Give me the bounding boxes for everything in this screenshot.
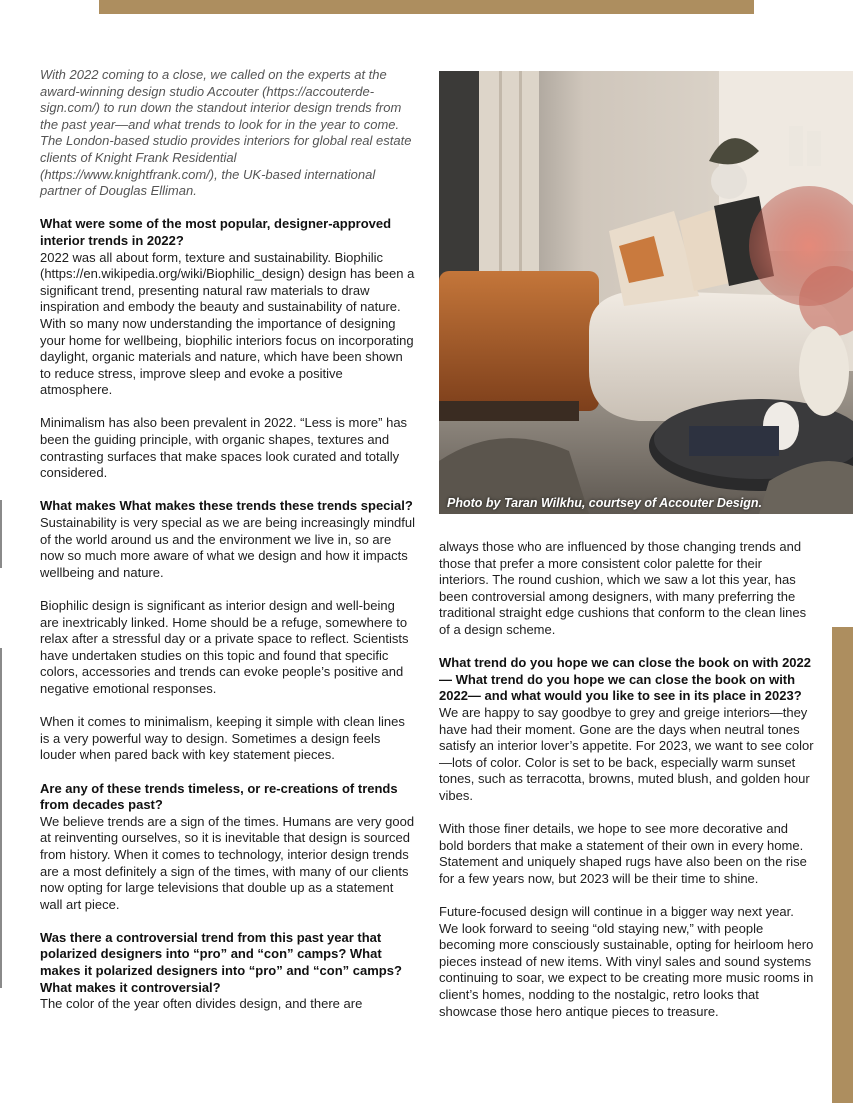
top-accent-bar xyxy=(99,0,754,14)
answer-paragraph: 2022 was all about form, texture and sustainability. Biophilic (https://en.wikipedia.org/wiki/Biophilic_design) design has been a significant trend, presenting natural raw materials to draw inspiration and embody the beauty and sustainability of nature. With so many now understanding the importance of designing your home for wellbeing, biophilic interiors focus on incorporating daylight, organic materials and nature, which have been shown to reduce stress, improve sleep and evoke a positive atmosphere. xyxy=(40,249,415,398)
interior-photo xyxy=(439,71,853,514)
intro-paragraph: With 2022 coming to a close, we called on the experts at the award-winning design studio Accouter (https://accouterdesign.com/) to run down the standout interior design trends from the past year—and what trends to look for in the year to come. The London-based studio provides interiors for global real estate clients of Knight Frank Residential (https://www.knightfrank.com/), the UK-based international partner of Douglas Elliman. xyxy=(40,67,412,199)
right-column xyxy=(439,539,814,1020)
right-accent-bar xyxy=(832,627,853,1103)
left-edge-mark xyxy=(0,500,2,568)
answer-paragraph: Sustainability is very special as we are being increasingly mindful of the world around us and the environment we live in, so are now so much more aware of what we design and how it impacts wellbeing and nature. xyxy=(40,515,416,580)
answer-paragraph: Minimalism has also been prevalent in 2022. “Less is more” has been the guiding principle, with organic shapes, textures and contrasting surfaces that make spaces look curated and totally considered. xyxy=(40,415,408,481)
answer-paragraph: Biophilic design is significant as interior design and well-being are inextricably linked. Home should be a refuge, somewhere to relax after a stressful day or a private space to reflect. Scientists have undertaken studies on this topic and found that specific colors, accessories and trends can evoke people’s positive and negative emotional responses. xyxy=(40,598,409,696)
question-heading: What trend do you hope we can close the book on with 2022— What trend do you hope we can close the book on with 2022— and what would you like to see in its place in 2023? xyxy=(439,655,811,704)
answer-paragraph: When it comes to minimalism, keeping it simple with clean lines is a very powerful way to design. Sometimes a design feels louder when pared back with key statement pieces. xyxy=(40,714,405,763)
question-heading: What makes What makes these trends these trends special? xyxy=(40,498,413,514)
answer-paragraph: The color of the year often divides design, and there are xyxy=(40,996,363,1012)
question-heading: What were some of the most popular, designer-approved interior trends in 2022? xyxy=(40,216,392,248)
question-heading: Are any of these trends timeless, or re-creations of trends from decades past? xyxy=(40,780,398,813)
answer-paragraph: We are happy to say goodbye to grey and greige interiors—they have had their moment. Gone are the days when neutral tones satisfy an interior lover’s appetite. For 2023, we want to see color—lots of color. Color is set to be back, especially warm sunset tones, such as terracotta, browns, muted blush, and golden hour vibes. xyxy=(439,704,814,803)
left-column xyxy=(40,67,416,1013)
left-edge-mark xyxy=(0,648,2,988)
answer-paragraph: always those who are influenced by those changing trends and those that prefer a more consistent color palette for their interiors. The round cushion, which we saw a lot this year, has been controversial among designers, with many preferring the traditional straight edge cushions that conform to the clean lines of a design scheme. xyxy=(439,539,807,637)
question-heading: Was there a controversial trend from this past year that polarized designers into “pro” and “con” camps? What makes it polarized designers into “pro” and “con” camps? What makes it controversial? xyxy=(40,929,402,995)
interior-photo-illustration xyxy=(439,71,853,514)
answer-paragraph: We believe trends are a sign of the times. Humans are very good at reinventing ourselves, so it is inevitable that design is sourced from history. When it comes to technology, interior design trends are a most definitely a sign of the times, with many of our clients now opting for large televisions that double up as a statement wall art piece. xyxy=(40,813,415,912)
answer-paragraph: With those finer details, we hope to see more decorative and bold borders that make a statement of their own in every home. Statement and uniquely shaped rugs have also been on the rise for a few years now, but 2023 will be their time to shine. xyxy=(439,821,807,886)
answer-paragraph: Future-focused design will continue in a bigger way next year. We look forward to seeing “old staying new,” with people becoming more consciously sustainable, opting for heirloom hero pieces instead of new items. With vinyl sales and sound systems continuing to soar, we expect to be creating more music rooms in client’s homes, nodding to the nostalgic, retro looks that showcase those hero antique pieces to treasure. xyxy=(439,904,814,1019)
photo-caption: Photo by Taran Wilkhu, courtsey of Accouter Design. xyxy=(447,496,762,510)
